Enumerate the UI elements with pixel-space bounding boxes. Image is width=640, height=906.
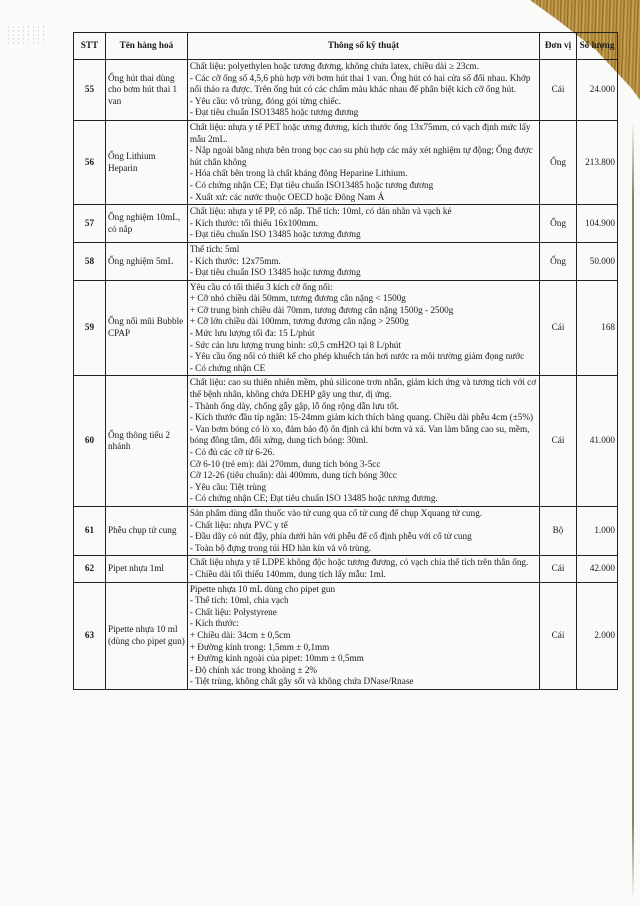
spec-line: Cỡ 6-10 (trẻ em): dài 270mm, dung tích bóng 3-5cc (189, 458, 381, 469)
spec-line: - Có chứng nhận CE; Đạt tiêu chuẩn ISO13485 hoặc tương đương (189, 179, 434, 190)
spec-line: - Đầu dây có nút đậy, phía dưới hàn với phễu để cố định phễu với cổ tử cung (189, 531, 472, 542)
row-spec (187, 205, 539, 243)
row-quantity: 41.000 (576, 376, 617, 507)
row-spec (187, 242, 539, 280)
row-unit: Ống (540, 120, 577, 204)
spec-line: - Chất liệu: Polystyrene (189, 606, 277, 617)
table-row (74, 556, 618, 582)
spec-line: - Kích thước đầu típ ngắn: 15-24mm giảm kích thích bàng quang. Chiều dài phễu 4cm (±5%) (189, 412, 534, 423)
spec-line: - Yêu cầu: Tiệt trùng (189, 481, 267, 492)
spec-line: - Thể tích: 10ml, chia vạch (189, 595, 289, 606)
spec-line: Chất liệu: nhựa y tế PET hoặc ương đương, kích thước ống 13x75mm, có vạch định mức lấy mẫu 2mL. (189, 121, 531, 144)
table-row (74, 582, 618, 689)
row-item-name: Ống nghiệm 5mL (105, 242, 187, 280)
spec-line: Thể tích: 5ml (189, 243, 240, 254)
spec-line: + Cỡ trung bình chiều dài 70mm, tương đương cân nặng 1500g - 2500g (189, 304, 454, 315)
row-quantity: 50.000 (576, 242, 617, 280)
header-stt: STT (74, 33, 106, 60)
table-row (74, 205, 618, 243)
row-unit: Cái (540, 280, 577, 376)
spec-line: - Các cỡ ống số 4,5,6 phù hợp với bơm hút thai 1 van. Ống hút có hai cửa sổ đối nhau. Khớp nối tháo ra được. Trên ống hút có các chấm màu khác nhau để phân biệt kích cỡ ống hút. (189, 72, 531, 95)
spec-line: Chất liệu: polyethylen hoặc tương đương, không chứa latex, chiều dài ≥ 23cm. (189, 61, 480, 71)
row-spec (187, 556, 539, 582)
row-quantity: 42.000 (576, 556, 617, 582)
row-spec (187, 506, 539, 555)
row-stt: 62 (74, 556, 106, 582)
spec-line: - Kích thước: tối thiểu 16x100mm. (189, 217, 319, 228)
spec-line: - Đạt tiêu chuẩn ISO13485 hoặc tương đương (189, 107, 359, 118)
spec-line: - Có chứng nhận CE; Đạt tiêu chuẩn ISO 13485 hoặc tương đương. (189, 493, 438, 504)
spec-line: Yêu cầu có tối thiểu 3 kích cỡ ống nối: (189, 281, 333, 292)
row-quantity: 168 (576, 280, 617, 376)
spec-line: - Độ chính xác trong khoảng ± 2% (189, 664, 318, 675)
spec-line: - Có chứng nhận CE (189, 362, 266, 373)
row-unit: Cái (540, 376, 577, 507)
spec-line: - Chất liệu: nhựa PVC y tế (189, 519, 288, 530)
row-item-name: Ống Lithium Heparin (105, 120, 187, 204)
spec-line: + Cỡ nhỏ chiều dài 50mm, tương đương cân nặng < 1500g (189, 293, 406, 304)
table-row (74, 376, 618, 507)
spec-line: + Đường kính trong: 1,5mm ± 0,1mm (189, 641, 330, 652)
row-stt: 57 (74, 205, 106, 243)
spec-line: + Chiều dài: 34cm ± 0,5cm (189, 629, 291, 640)
row-quantity: 1.000 (576, 506, 617, 555)
row-unit: Ống (540, 205, 577, 243)
spec-line: - Xuất xứ: các nước thuộc OECD hoặc Đông Nam Á (189, 191, 385, 202)
spec-line: Chất liệu nhựa y tế LDPE không độc hoặc tương đương, có vạch chia thể tích trên thân ống. (189, 557, 529, 568)
row-stt: 56 (74, 120, 106, 204)
row-spec (187, 60, 539, 121)
header-name: Tên hàng hoá (105, 33, 187, 60)
spec-line: - Có đủ các cỡ từ 6-26. (189, 447, 275, 457)
spec-line: Sản phẩm dùng dẫn thuốc vào tử cung qua cổ tử cung để chụp Xquang tử cung. (189, 507, 483, 518)
row-item-name: Ống thông tiểu 2 nhánh (105, 376, 187, 507)
row-unit: Ống (540, 242, 577, 280)
spec-line: - Yêu cầu: vô trùng, đóng gói từng chiếc. (189, 95, 341, 106)
spec-line: Chất liệu: nhựa y tế PP, có nắp. Thể tích: 10ml, có dán nhãn và vạch kẻ (189, 206, 452, 217)
spec-line: - Mức lưu lượng tối đa: 15 L/phút (189, 328, 315, 339)
specification-table (73, 32, 618, 690)
row-item-name: Pipette nhựa 10 ml (dùng cho pipet gun) (105, 582, 187, 689)
row-stt: 60 (74, 376, 106, 507)
table-row (74, 120, 618, 204)
spec-line: - Đạt tiêu chuẩn ISO 13485 hoặc tương đương (189, 267, 361, 278)
spec-line: - Sức cản lưu lượng trung bình: ≤0,5 cmH2O tại 8 L/phút (189, 339, 401, 350)
spec-line: - Toàn bộ đựng trong túi HD hàn kín và vô trùng. (189, 542, 372, 553)
row-stt: 58 (74, 242, 106, 280)
row-spec (187, 280, 539, 376)
paper-specks (6, 25, 46, 45)
row-quantity: 2.000 (576, 582, 617, 689)
row-quantity: 213.800 (576, 120, 617, 204)
spec-line: - Kích thước: 12x75mm. (189, 255, 281, 266)
row-stt: 61 (74, 506, 106, 555)
spec-line: - Nắp ngoài bằng nhựa bên trong bọc cao su phù hợp các máy xét nghiệm tự động; Ống được hút chân không (189, 145, 533, 167)
spec-line: - Thành ống dày, chống gẫy gập, lỗ ống rộng dẫn lưu tốt. (189, 400, 399, 411)
spec-line: + Cỡ lớn chiều dài 100mm, tương đương cân nặng > 2500g (189, 316, 409, 327)
row-stt: 55 (74, 60, 106, 121)
row-item-name: Ống hút thai dùng cho bơm hút thai 1 van (105, 60, 187, 121)
page-edge-shadow (632, 120, 634, 900)
table-header-row (74, 33, 618, 60)
header-unit: Đơn vị (540, 33, 577, 60)
table-row (74, 60, 618, 121)
spec-line: - Hóa chất bên trong là chất kháng đông Heparine Lithium. (189, 168, 408, 179)
header-spec: Thông số kỹ thuật (187, 33, 539, 60)
row-spec (187, 582, 539, 689)
row-item-name: Pipet nhựa 1ml (105, 556, 187, 582)
row-spec (187, 120, 539, 204)
spec-line: - Chiều dài tối thiểu 140mm, dung tích lấy mẫu: 1ml. (189, 568, 386, 579)
row-unit: Bộ (540, 506, 577, 555)
spec-line: - Yêu cầu ống nối có thiết kế cho phép khuếch tán hơi nước ra môi trường giảm đọng nước (189, 351, 525, 362)
table-row (74, 242, 618, 280)
row-unit: Cái (540, 582, 577, 689)
spec-line: - Tiệt trùng, không chất gây sốt và không chứa DNase/Rnase (189, 676, 414, 687)
spec-line: - Kích thước: (189, 618, 239, 629)
spec-line: + Đường kính ngoài của pipet: 10mm ± 0,5mm (189, 653, 364, 664)
row-stt: 63 (74, 582, 106, 689)
row-unit: Cái (540, 556, 577, 582)
row-item-name: Phễu chụp tử cung (105, 506, 187, 555)
spec-line: - Van bơm bóng có lò xo, đảm bảo độ ổn định cả khi bơm và xả. Van làm bằng cao su, mềm, bóng đồng tâm, đối xứng, dung tích bóng: 30ml. (189, 423, 530, 446)
row-unit: Cái (540, 60, 577, 121)
table-row (74, 506, 618, 555)
row-item-name: Ống nối mũi Bubble CPAP (105, 280, 187, 376)
spec-line: Cỡ 12-26 (tiêu chuẩn): dài 400mm, dung tích bóng 30cc (189, 470, 397, 481)
row-spec (187, 376, 539, 507)
row-item-name: Ống nghiệm 10mL, có nắp (105, 205, 187, 243)
spec-line: - Đạt tiêu chuẩn ISO 13485 hoặc tương đương (189, 229, 361, 240)
header-qty: Số lượng (576, 33, 617, 60)
row-quantity: 104.900 (576, 205, 617, 243)
spec-line: Chất liệu: cao su thiên nhiên mềm, phủ silicone trơn nhẵn, giảm kích ứng và tương tích với cơ thể bệnh nhân, không chứa DEHP gây ung thư, dị ứng. (189, 377, 537, 400)
row-quantity: 24.000 (576, 60, 617, 121)
row-stt: 59 (74, 280, 106, 376)
spec-line: Pipette nhựa 10 mL dùng cho pipet gun (189, 583, 336, 594)
table-row (74, 280, 618, 376)
